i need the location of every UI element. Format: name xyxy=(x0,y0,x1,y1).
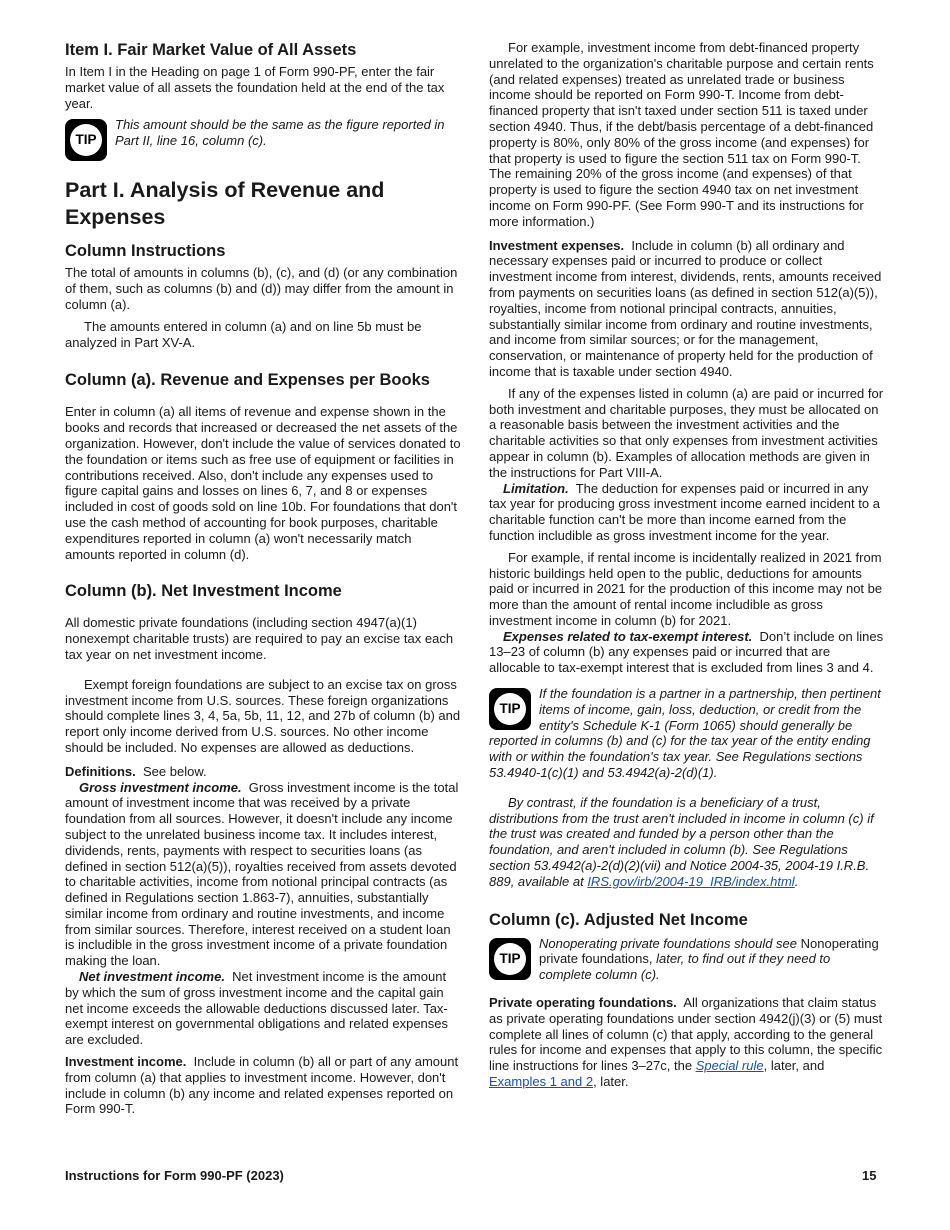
exempt-label: Expenses related to tax-exempt interest. xyxy=(503,628,753,644)
column-b-heading: Column (b). Net Investment Income xyxy=(65,582,342,601)
page-number: 15 xyxy=(862,1168,877,1183)
examples-link[interactable]: Examples 1 and 2 xyxy=(489,1074,594,1090)
limitation-paragraph xyxy=(489,481,885,544)
pof-text: All organizations that claim status as private operating foundations under section 4942(j)(3) or (5) must complete all lines of column (c) that apply, according to the general rules for income and expenses that apply to this column, the specific line instructions for lines 3–27c, the xyxy=(489,995,883,1074)
nii-label: Net investment income. xyxy=(79,969,225,985)
tip-icon xyxy=(65,119,107,161)
tip-icon xyxy=(489,688,531,730)
investment-income-paragraph xyxy=(65,1054,463,1117)
column-instructions-p1: The total of amounts in columns (b), (c), and (d) (or any combination of them, such as columns (b) and (d)) may differ from the amount in column (a). xyxy=(65,265,458,312)
tip-text: If the foundation is a partner in a partnership, then pertinent items of income, gain, loss, deduction, or credit from the entity's Schedule K-1 (Form 1065) should generally be reported in columns (b) and (c) for the tax year of the entity ending with or within the foundation's tax year. See Regulations sections 53.4940-1(c)(1) and 53.4942(a)-2(d)(1). xyxy=(489,686,881,781)
footer-title: Instructions for Form 990-PF (2023) xyxy=(65,1168,284,1183)
definitions-text: See below. xyxy=(143,763,207,779)
tip3-post: later, to find out if they need to complete column (c). xyxy=(539,951,831,983)
nii-text: Net investment income is the amount by which the sum of gross investment income and the capital gain net income exceeds the allowable deductions discussed later. Tax-exempt interest on governmental obligations and related expenses are excluded. xyxy=(65,969,449,1048)
tip-label: TIP xyxy=(494,693,526,725)
tip2-cont-text: By contrast, if the foundation is a beneficiary of a trust, distributions from the trust aren't included in income in column (c) if the trust was created and funded by a person other than the foundation, and aren't included in column (b). See Regulations section 53.4942(a)-2(d)(2)(vii) and Notice 2004-35, 2004-19 I.R.B. 889, available at xyxy=(489,794,874,889)
part1-heading: Part I. Analysis of Revenue and Expenses xyxy=(65,178,385,230)
ie-label: Investment expenses. xyxy=(489,237,625,253)
ie-text: Include in column (b) all ordinary and necessary expenses paid or incurred to produce or collect investment income from interest, dividends, rents, amounts received from payments on securities loans (as defined in section 512(a)(5)), royalties, income from notional principal contracts, annuities, substantially similar income from ordinary and routine investments, and income from similar sources; or for the management, conservation, or maintenance of property held for the production of income that is taxable under section 4940. xyxy=(489,237,882,379)
exempt-text: Don’t include on lines 13–23 of column (b) any expenses paid or incurred that are allocable to tax-exempt interest that is excluded from lines 3 and 4. xyxy=(489,628,884,676)
tip-label: TIP xyxy=(70,124,102,156)
column-a-heading: Column (a). Revenue and Expenses per Books xyxy=(65,371,430,390)
tip2-end: . xyxy=(794,873,799,889)
tip-text: This amount should be the same as the figure reported in Part II, line 16, column (c). xyxy=(115,117,445,149)
rental-paragraph: For example, if rental income is incidentally realized in 2021 from historic buildings held open to the public, deductions for amounts paid or incurred in 2021 for the production of this income may not be more than the amount of rental income includible as gross investment income in column (b) for 2021. xyxy=(489,549,883,628)
column-b-p1: All domestic private foundations (including section 4947(a)(1) nonexempt charitable trusts) are required to pay an excise tax each tax year on net investment income. xyxy=(65,615,454,662)
item1-heading: Item I. Fair Market Value of All Assets xyxy=(65,41,357,59)
column-a-p1: Enter in column (a) all items of revenue and expense shown in the books and records that increased or decreased the net assets of the organization. However, don't include the value of services donated to the foundation or items such as free use of equipment or facilities in contributions received. Also, don't include any expenses used to figure capital gains and losses on lines 6, 7, and 8 or expenses included in cost of goods sold on line 10b. For foundations that don't use the cash method of accounting for book purposes, charitable expenditures reported in column (a) won't necessarily match amounts reported in column (d). xyxy=(65,404,461,562)
allocation-paragraph: If any of the expenses listed in column (a) are paid or incurred for both investment and charitable purposes, they must be allocated on a reasonable basis between the investment activities and the charitable activities so that only expenses from investment activities appear in column (b). Examples of allocation methods are given in the instructions for Part VIII-A. xyxy=(489,385,884,480)
limitation-label: Limitation. xyxy=(503,480,569,496)
example-paragraph: For example, investment income from debt-financed property unrelated to the organization's charitable purpose and certain rents (and related expenses) treated as unrelated trade or business income should be reported on Form 990-T. Income from debt-financed property that isn't taxed under section 511 is taxed under section 4940. Thus, if the debt/basis percentage of a debt-financed property is 80%, only 80% of the gross income (and expenses) for that property is used to figure the section 511 tax on Form 990-T. The remaining 20% of the gross income (and expenses) of that property is used to figure the section 4940 tax on net investment income on Form 990-PF. (See Form 990-T and its instructions for more information.) xyxy=(489,40,874,229)
gross-investment-income-paragraph xyxy=(65,780,463,970)
irb-link[interactable]: IRS.gov/irb/2004-19_IRB/index.html xyxy=(587,873,795,889)
tax-exempt-interest-paragraph xyxy=(489,629,885,676)
tip-block-1 xyxy=(65,117,463,163)
right-column xyxy=(489,40,885,1090)
gii-text: Gross investment income is the total amount of investment income that was received by a private foundation from all sources. However, it doesn't include any income subject to the unrelated business income tax. It includes interest, dividends, rents, payments with respect to securities loans (as defined in section 512(a)(5)), royalties received from assets devoted to charitable activities, income from notional principal contracts (as defined in Regulations section 1.863-7), annuities, substantially similar income from ordinary and routine investments, and income from similar sources. Therefore, interest received on a student loan is includible in the gross investment income of a private foundation making the loan. xyxy=(65,779,459,969)
item1-text: In Item I in the Heading on page 1 of Form 990-PF, enter the fair market value of all assets the foundation held at the end of the tax year. xyxy=(65,64,445,111)
tip3-pre: Nonoperating private foundations should see xyxy=(539,935,798,951)
left-column xyxy=(65,40,463,1117)
investment-expenses-paragraph xyxy=(489,238,885,380)
tip-label: TIP xyxy=(494,943,526,975)
gii-label: Gross investment income. xyxy=(79,779,242,795)
private-operating-foundations-paragraph xyxy=(489,995,885,1090)
tip-icon xyxy=(489,938,531,980)
ii-text: Include in column (b) all or part of any amount from column (a) that applies to investment income. However, don't include in column (b) any income and related expenses reported on Form 990-T. xyxy=(65,1054,459,1117)
column-b-p2: Exempt foreign foundations are subject to an excise tax on gross investment income from U.S. sources. These foreign organizations should complete lines 3, 4, 5a, 5b, 11, 12, and 27b of column (b) and report only income derived from U.S. sources. No other income should be included. No expenses are allowed as deductions. xyxy=(65,676,461,755)
tip-block-3 xyxy=(489,936,885,983)
column-instructions-p2: The amounts entered in column (a) and on line 5b must be analyzed in Part XV-A. xyxy=(65,318,422,350)
limitation-text: The deduction for expenses paid or incurred in any tax year for producing gross investment income earned incident to a charitable function can't be more than income earned from the function includible as gross investment income for the year. xyxy=(489,480,880,543)
tip-continuation xyxy=(489,795,885,890)
special-rule-link[interactable]: Special rule xyxy=(695,1058,764,1074)
tip3-ref: Nonoperating private foundations, xyxy=(539,935,879,967)
pof-end: , later. xyxy=(593,1074,629,1090)
net-investment-income-paragraph xyxy=(65,969,463,1048)
tip-text xyxy=(489,936,885,983)
column-instructions-heading: Column Instructions xyxy=(65,242,226,261)
definitions-paragraph xyxy=(65,764,463,780)
pof-mid: , later, and xyxy=(763,1058,825,1074)
definitions-label: Definitions. xyxy=(65,763,136,779)
pof-label: Private operating foundations. xyxy=(489,995,677,1011)
ii-label: Investment income. xyxy=(65,1054,187,1070)
column-c-heading: Column (c). Adjusted Net Income xyxy=(489,910,748,929)
tip-block-2 xyxy=(489,686,885,890)
